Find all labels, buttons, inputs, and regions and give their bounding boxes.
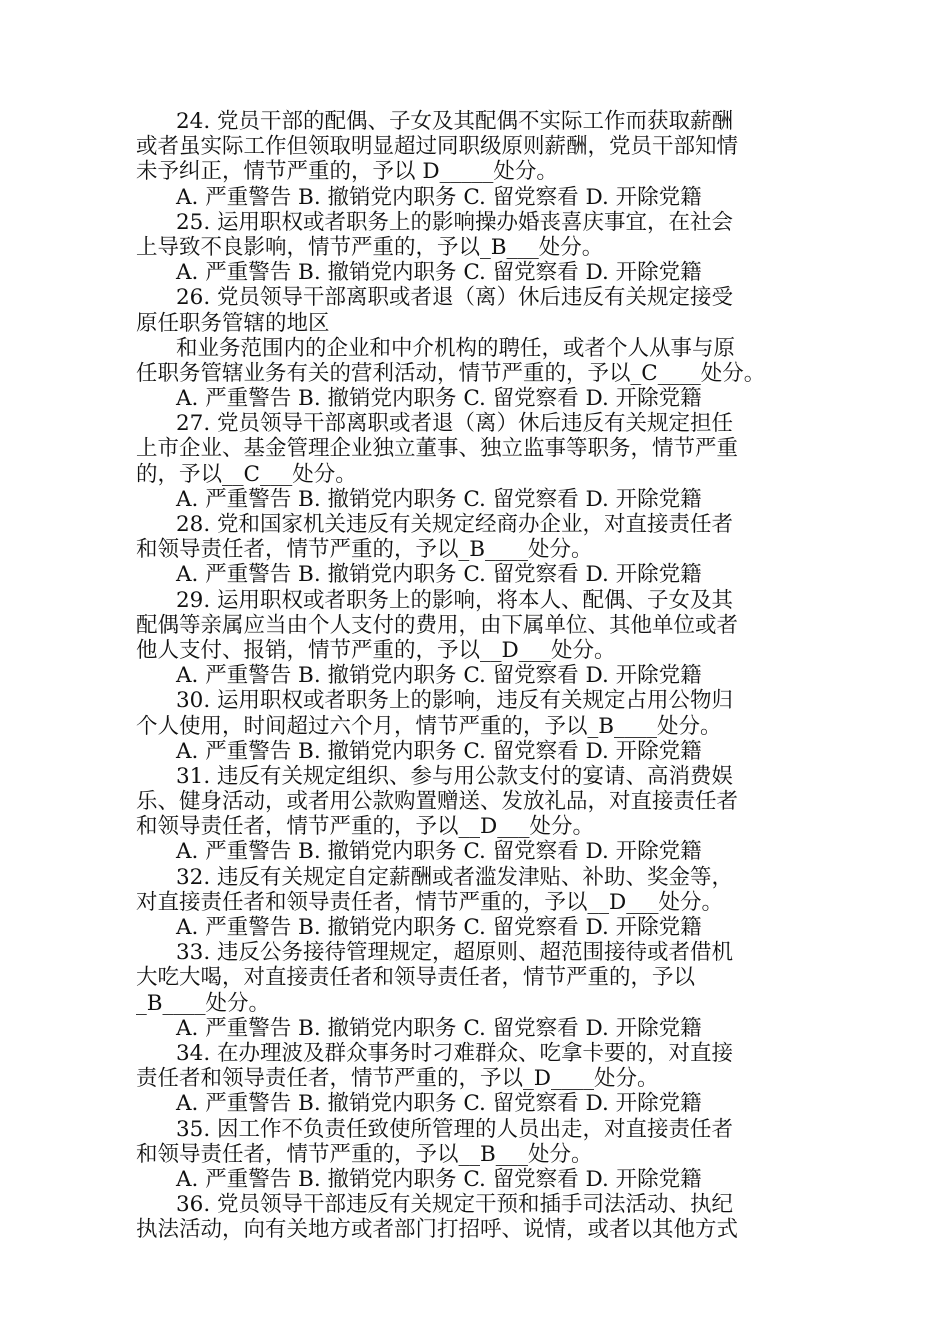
text-line: 上导致不良影响，情节严重的，予以_B___处分。: [136, 234, 604, 260]
text-line: 29. 运用职权或者职务上的影响，将本人、配偶、子女及其: [176, 587, 734, 613]
text-line: 的，予以__C___处分。: [136, 461, 357, 487]
text-line: A. 严重警告 B. 撤销党内职务 C. 留党察看 D. 开除党籍: [176, 486, 702, 512]
text-line: A. 严重警告 B. 撤销党内职务 C. 留党察看 D. 开除党籍: [176, 1091, 702, 1117]
text-line: 31. 违反有关规定组织、参与用公款支付的宴请、高消费娱: [176, 763, 734, 789]
text-line: 配偶等亲属应当由个人支付的费用，由下属单位、其他单位或者: [136, 612, 739, 638]
text-line: 和业务范围内的企业和中介机构的聘任，或者个人从事与原: [176, 335, 736, 361]
text-line: 他人支付、报销，情节严重的，予以__D___处分。: [136, 637, 616, 663]
text-line: 28. 党和国家机关违反有关规定经商办企业，对直接责任者: [176, 512, 734, 537]
text-line: 个人使用，时间超过六个月，情节严重的，予以_B____处分。: [136, 713, 722, 739]
text-line: 27. 党员领导干部离职或者退（离）休后违反有关规定担任: [176, 411, 734, 437]
text-line: 责任者和领导责任者，情节严重的，予以_D____处分。: [136, 1066, 659, 1092]
text-line: A. 严重警告 B. 撤销党内职务 C. 留党察看 D. 开除党籍: [176, 839, 702, 865]
text-line: A. 严重警告 B. 撤销党内职务 C. 留党察看 D. 开除党籍: [176, 386, 702, 412]
text-line: 乐、健身活动，或者用公款购置赠送、发放礼品，对直接责任者: [136, 789, 739, 815]
text-line: 和领导责任者，情节严重的，予以__D___处分。: [136, 814, 594, 840]
text-line: 执法活动，向有关地方或者部门打招呼、说情，或者以其他方式: [136, 1217, 739, 1243]
text-line: 未予纠正，情节严重的，予以 D_____处分。: [136, 159, 558, 185]
text-line: A. 严重警告 B. 撤销党内职务 C. 留党察看 D. 开除党籍: [176, 562, 702, 588]
text-line: 对直接责任者和领导责任者，情节严重的，予以__D___处分。: [136, 889, 723, 915]
text-line: A. 严重警告 B. 撤销党内职务 C. 留党察看 D. 开除党籍: [176, 184, 702, 210]
text-line: _B____处分。: [136, 990, 271, 1016]
text-line: 原任职务管辖的地区: [136, 310, 330, 336]
text-line: 任职务管辖业务有关的营利活动，情节严重的，予以_C____处分。: [136, 360, 766, 386]
text-line: 和领导责任者，情节严重的，予以__B___处分。: [136, 1141, 593, 1167]
text-line: 和领导责任者，情节严重的，予以_B____处分。: [136, 537, 593, 563]
text-line: 或者虽实际工作但领取明显超过同职级原则薪酬，党员干部知情: [136, 134, 739, 160]
text-line: A. 严重警告 B. 撤销党内职务 C. 留党察看 D. 开除党籍: [176, 915, 702, 940]
text-line: 33. 违反公务接待管理规定，超原则、超范围接待或者借机: [176, 940, 734, 966]
text-line: 25. 运用职权或者职务上的影响操办婚丧喜庆事宜，在社会: [176, 209, 734, 235]
text-line: 上市企业、基金管理企业独立董事、独立监事等职务，情节严重: [136, 436, 739, 462]
text-line: A. 严重警告 B. 撤销党内职务 C. 留党察看 D. 开除党籍: [176, 1015, 702, 1041]
text-line: A. 严重警告 B. 撤销党内职务 C. 留党察看 D. 开除党籍: [176, 663, 702, 689]
text-line: A. 严重警告 B. 撤销党内职务 C. 留党察看 D. 开除党籍: [176, 738, 702, 764]
text-line: 32. 违反有关规定自定薪酬或者滥发津贴、补助、奖金等，: [176, 864, 734, 890]
text-line: A. 严重警告 B. 撤销党内职务 C. 留党察看 D. 开除党籍: [176, 1166, 702, 1192]
document-page: [136, 109, 826, 1242]
text-line: 36. 党员领导干部违反有关规定干预和插手司法活动、执纪: [176, 1192, 734, 1218]
text-line: 24. 党员干部的配偶、子女及其配偶不实际工作而获取薪酬: [176, 109, 734, 134]
text-line: 34. 在办理波及群众事务时刁难群众、吃拿卡要的，对直接: [176, 1040, 734, 1066]
text-line: 30. 运用职权或者职务上的影响，违反有关规定占用公物归: [176, 688, 734, 714]
text-line: A. 严重警告 B. 撤销党内职务 C. 留党察看 D. 开除党籍: [176, 260, 702, 286]
text-line: 大吃大喝，对直接责任者和领导责任者，情节严重的，予以: [136, 965, 696, 991]
text-line: 26. 党员领导干部离职或者退（离）休后违反有关规定接受: [176, 285, 734, 311]
text-line: 35. 因工作不负责任致使所管理的人员出走，对直接责任者: [176, 1116, 734, 1142]
